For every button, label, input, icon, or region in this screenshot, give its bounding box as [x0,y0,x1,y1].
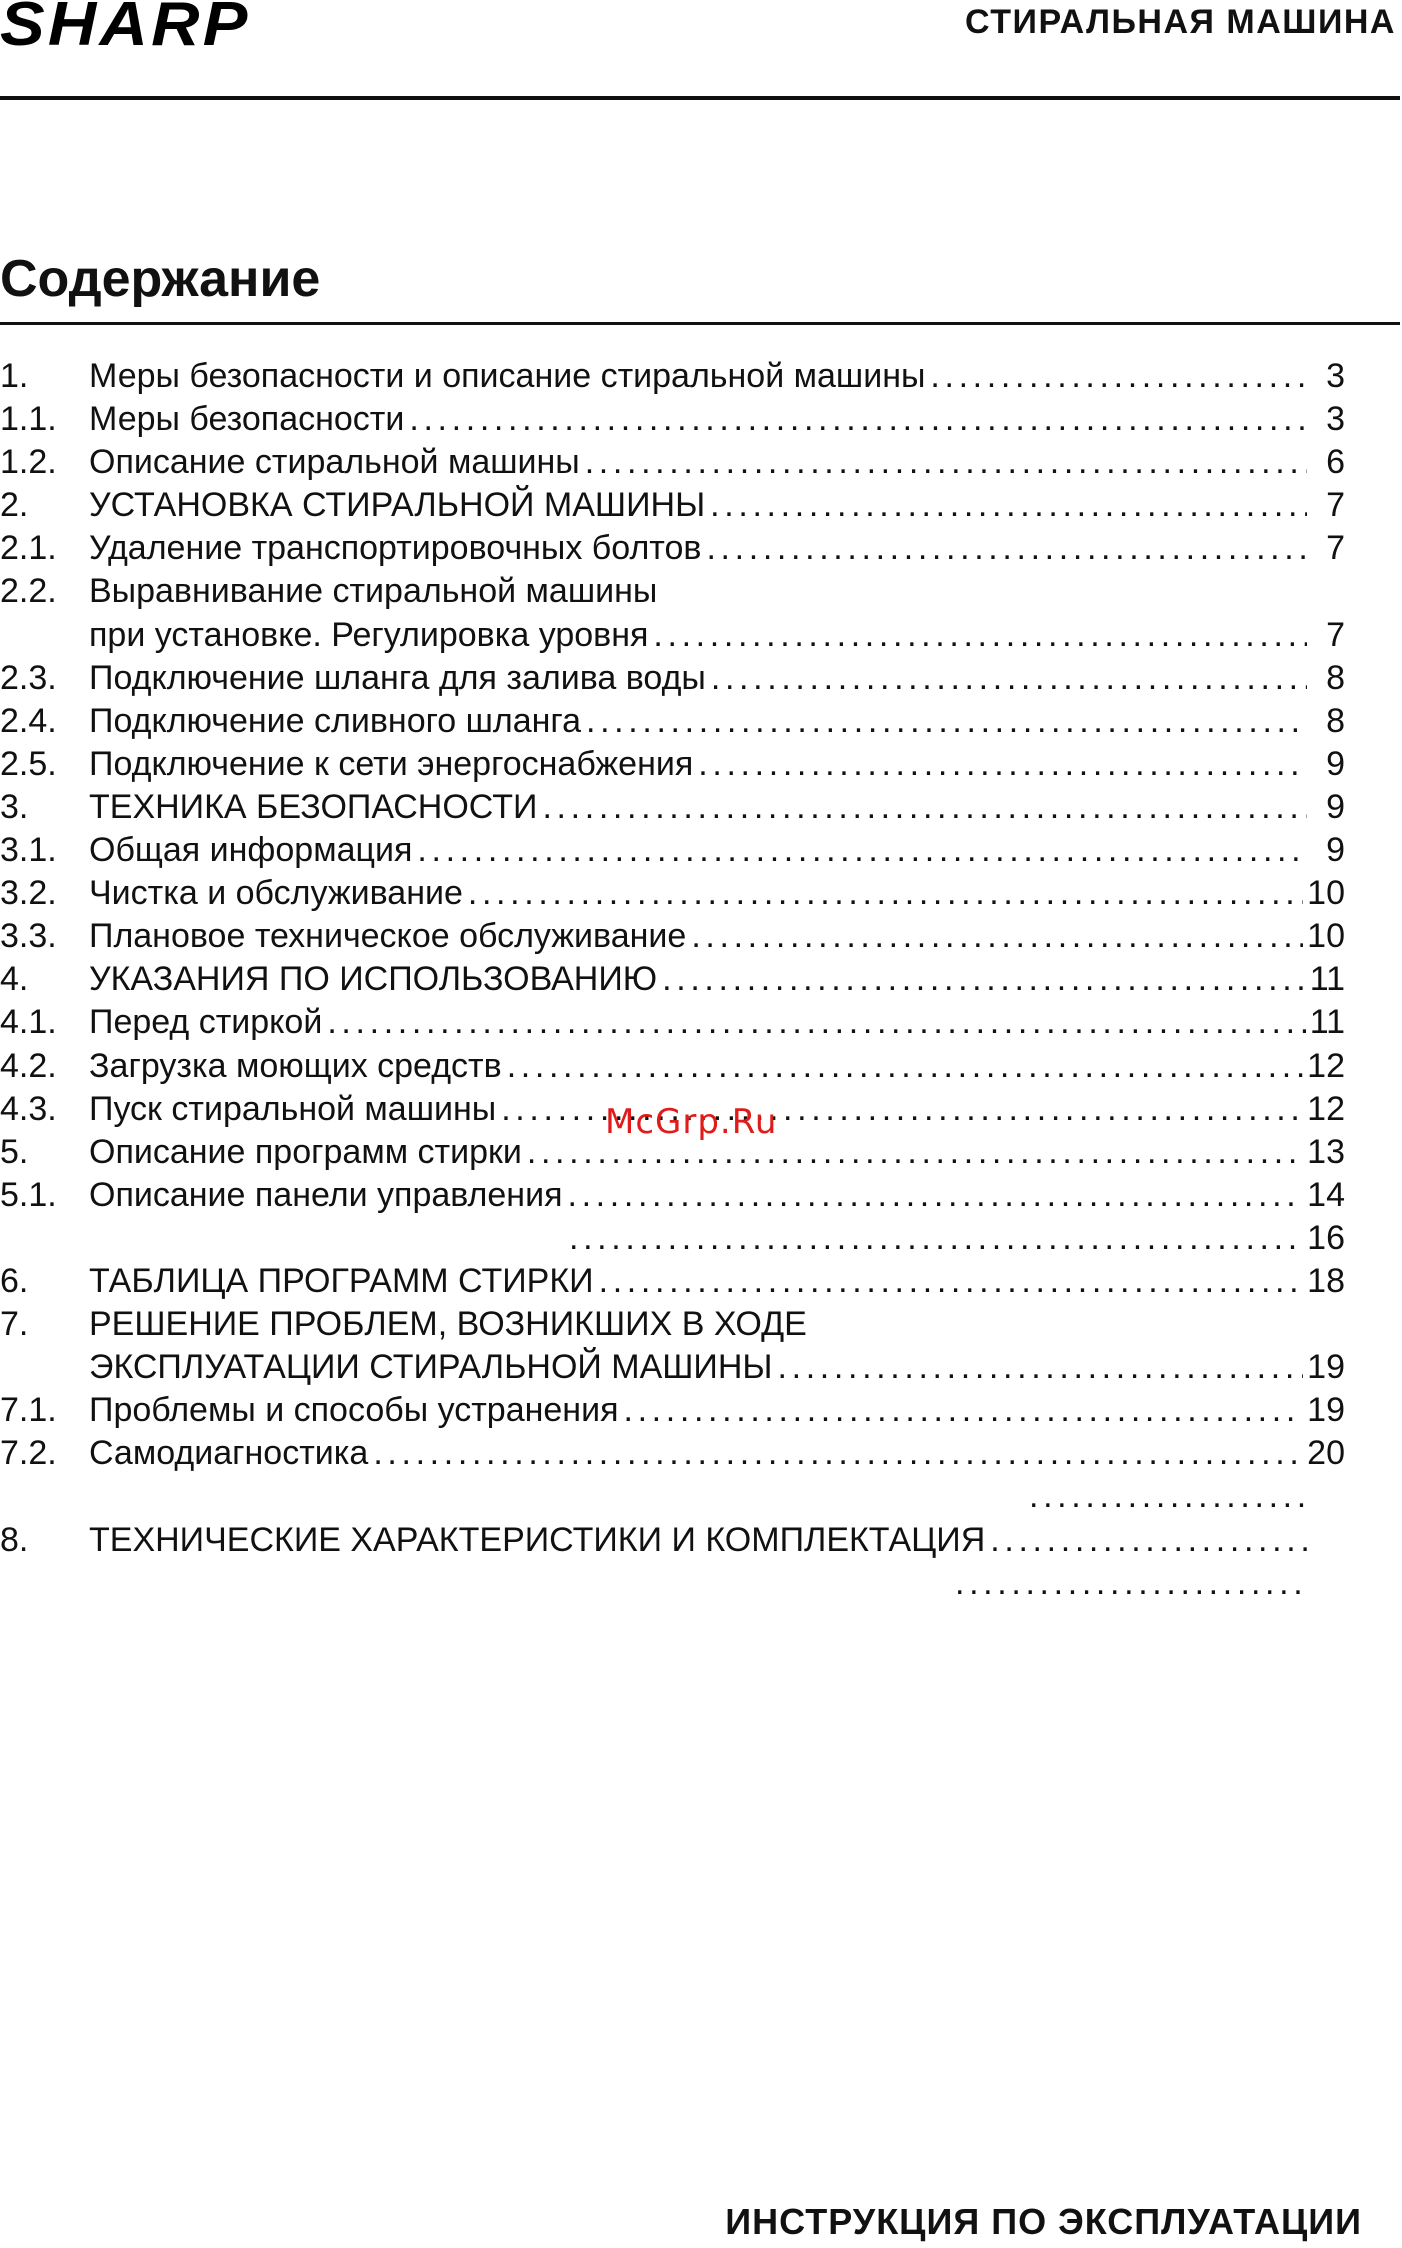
dot-leader [373,1432,1303,1475]
dot-leader [990,1519,1307,1562]
toc-entry-page: 3 [1326,357,1345,395]
toc-entry [0,786,1345,829]
toc-entry [0,700,1345,743]
toc-entry-page: 18 [1307,1261,1345,1300]
toc-entry-number: 5.1. [0,1175,57,1214]
toc-entry-page: 8 [1326,701,1345,740]
toc-entry-number: 2.4. [0,701,57,740]
dot-leader [569,1217,1303,1260]
toc-entry-title: Пуск стиральной машины [89,1089,497,1128]
toc-entry [0,441,1345,484]
toc-entry-title: УСТАНОВКА СТИРАЛЬНОЙ МАШИНЫ [89,486,706,525]
dot-leader [1029,1475,1307,1518]
toc-entry-page: 3 [1326,400,1345,439]
product-header-title: СТИРАЛЬНАЯ МАШИНА [965,3,1396,41]
toc-entry [0,915,1345,958]
toc-entry-number: 7. [0,1305,29,1344]
toc-entry-title: ТАБЛИЦА ПРОГРАММ СТИРКИ [89,1261,594,1300]
toc-entry [0,1432,1345,1475]
toc-entry-number: 3.3. [0,917,57,956]
toc-entry-title: Общая информация [89,831,413,870]
toc-entry-page: 9 [1326,831,1345,870]
toc-entry-page: 16 [1307,1218,1345,1257]
toc-entry [0,872,1345,915]
dot-leader [468,872,1303,915]
toc-entry-number: 2.3. [0,658,57,697]
toc-entry-title: Плановое техническое обслуживание [89,917,687,956]
toc-entry-page: 11 [1309,960,1345,999]
toc-list [0,355,1345,1605]
toc-entry [0,527,1345,570]
dot-leader [624,1389,1304,1432]
toc-entry-title: Перед стиркой [89,1003,323,1042]
toc-entry [0,1519,1345,1562]
toc-entry [0,1303,1345,1346]
dot-leader [662,958,1306,1001]
toc-heading: Содержание [0,250,321,308]
toc-entry-page: 19 [1307,1348,1345,1387]
dot-leader [710,484,1307,527]
toc-entry-page: 10 [1307,917,1345,956]
toc-entry-untitled [0,1217,1345,1260]
dot-leader [711,657,1307,700]
toc-entry-title: Проблемы и способы устранения [89,1391,619,1430]
toc-entry-number: 3.2. [0,874,57,913]
toc-entry-number: 2.1. [0,529,57,568]
toc-entry-number: 6. [0,1261,29,1300]
dot-leader [542,786,1307,829]
toc-entry-page: 9 [1326,787,1345,826]
toc-entry-title: Описание программ стирки [89,1132,522,1171]
toc-entry-untitled [0,1475,1345,1518]
toc-entry [0,829,1345,872]
toc-divider [0,322,1400,325]
footer-title: ИНСТРУКЦИЯ ПО ЭКСПЛУАТАЦИИ [725,2201,1362,2242]
toc-entry-number: 7.2. [0,1434,57,1473]
toc-entry-number: 3.1. [0,831,57,870]
toc-entry-number: 2.2. [0,572,57,611]
toc-entry-number: 8. [0,1520,29,1559]
toc-entry-page: 19 [1307,1391,1345,1430]
dot-leader [955,1562,1307,1605]
toc-entry-number: 1. [0,357,29,395]
toc-entry-title: РЕШЕНИЕ ПРОБЛЕМ, ВОЗНИКШИХ В ХОДЕ [89,1305,807,1344]
dot-leader [599,1260,1304,1303]
toc-entry-number: 5. [0,1132,29,1171]
toc-entry-title: Подключение шланга для залива воды [89,658,706,697]
toc-entry-page: 11 [1309,1003,1345,1042]
toc-entry [0,1045,1345,1088]
watermark: McGrp.Ru [605,1102,778,1142]
toc-entry [0,1001,1345,1044]
toc-entry-title: Удаление транспортировочных болтов [89,529,702,568]
toc-entry-page: 7 [1326,529,1345,568]
toc-entry [0,484,1345,527]
toc-entry-title: Выравнивание стиральной машины [89,572,658,611]
toc-entry-page: 20 [1307,1434,1345,1473]
toc-entry-title: Описание стиральной машины [89,443,580,482]
toc-entry [0,1260,1345,1303]
toc-entry-title: ЭКСПЛУАТАЦИИ СТИРАЛЬНОЙ МАШИНЫ [89,1348,773,1387]
toc-entry-page: 12 [1307,1089,1345,1128]
toc-entry [0,657,1345,700]
dot-leader [698,743,1307,786]
toc-entry-title: ТЕХНИКА БЕЗОПАСНОСТИ [89,787,538,826]
toc-entry-number: 2. [0,486,29,525]
dot-leader [507,1045,1303,1088]
toc-entry-page: 10 [1307,874,1345,913]
toc-entry-number: 4. [0,960,29,999]
dot-leader [417,829,1307,872]
toc-entry-title: Описание панели управления [89,1175,563,1214]
dot-leader [691,915,1303,958]
toc-entry-continuation [0,1346,1345,1389]
toc-entry-title: Подключение к сети энергоснабжения [89,744,694,783]
toc-entry-number: 3. [0,787,29,826]
toc-entry-title: Самодиагностика [89,1434,369,1473]
dot-leader [327,1001,1305,1044]
toc-entry-number: 7.1. [0,1391,57,1430]
toc-entry-title: Подключение сливного шланга [89,701,581,740]
toc-entry-page: 12 [1307,1046,1345,1085]
toc-entry-number: 1.1. [0,400,57,439]
toc-entry-title: при установке. Регулировка уровня [89,615,649,654]
toc-entry-page: 7 [1326,615,1345,654]
toc-entry-page: 14 [1307,1175,1345,1214]
toc-entry-title: Чистка и обслуживание [89,874,463,913]
toc-entry-number: 2.5. [0,744,57,783]
toc-entry [0,1174,1345,1217]
toc-entry [0,355,1345,398]
toc-entry-untitled [0,1562,1345,1605]
toc-entry-page: 13 [1307,1132,1345,1171]
toc-entry-page: 6 [1326,443,1345,482]
toc-entry-title: Меры безопасности [89,400,405,439]
toc-entry-continuation [0,614,1345,657]
toc-entry [0,398,1345,441]
sharp-logo: SHARP [0,0,251,59]
toc-entry-page: 9 [1326,744,1345,783]
dot-leader [653,614,1307,657]
toc-entry-title: Загрузка моющих средств [89,1046,502,1085]
toc-entry [0,1389,1345,1432]
toc-entry-number: 4.3. [0,1089,57,1128]
dot-leader [706,527,1307,570]
dot-leader [778,1346,1304,1389]
dot-leader [586,700,1307,743]
toc-entry-title: УКАЗАНИЯ ПО ИСПОЛЬЗОВАНИЮ [89,960,658,999]
dot-leader [585,441,1307,484]
toc-entry-number: 4.1. [0,1003,57,1042]
toc-entry-title: Меры безопасности и описание стиральной машины [89,357,926,395]
header-divider [0,96,1400,100]
dot-leader [409,398,1307,441]
toc-entry [0,743,1345,786]
dot-leader [930,355,1307,398]
dot-leader [567,1174,1303,1217]
toc-entry [0,570,1345,613]
toc-entry-title: ТЕХНИЧЕСКИЕ ХАРАКТЕРИСТИКИ И КОМПЛЕКТАЦИЯ [89,1520,986,1559]
toc-entry-number: 4.2. [0,1046,57,1085]
toc-entry-page: 8 [1326,658,1345,697]
toc-entry [0,958,1345,1001]
toc-entry-page: 7 [1326,486,1345,525]
toc-entry-number: 1.2. [0,443,57,482]
